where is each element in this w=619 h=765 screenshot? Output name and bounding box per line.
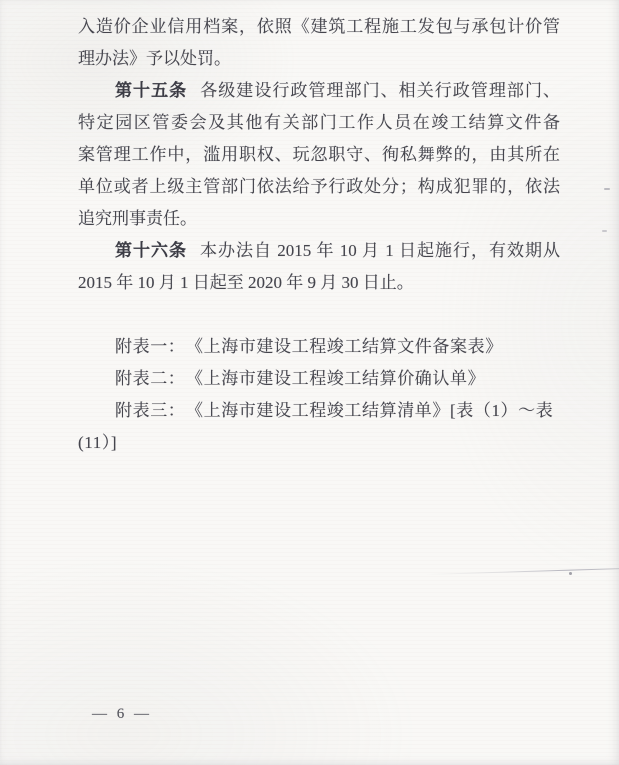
document-body [78, 11, 560, 459]
scan-artifact-scratch-line [425, 568, 619, 575]
appendix-list [78, 331, 560, 459]
article-15-number: 第十五条 [115, 81, 188, 100]
article-16-text: 本办法自 2015 年 10 月 1 日起施行，有效期从 [200, 241, 560, 260]
text-line: 理办法》予以处罚。 [78, 49, 231, 68]
text-line: 入造价企业信用档案，依照《建筑工程施工发包与承包计价管 [78, 17, 560, 36]
paragraph-continuation [78, 11, 560, 75]
page-number: — 6 — [92, 706, 152, 722]
text-line [78, 235, 560, 267]
text-line: 追究刑事责任。 [78, 209, 197, 228]
text-line: 案管理工作中，滥用职权、玩忽职守、徇私舞弊的，由其所在 [78, 145, 560, 164]
appendix-item-3-wrap: (11）] [78, 433, 118, 452]
appendix-item-1: 附表一： 《上海市建设工程竣工结算文件备案表》 [115, 337, 503, 356]
text-line [78, 75, 560, 107]
scan-artifact-speck [604, 188, 610, 190]
article-16 [78, 235, 560, 299]
scan-artifact-speck [602, 230, 607, 232]
article-15 [78, 75, 560, 235]
article-16-number: 第十六条 [115, 241, 187, 260]
text-line: 2015 年 10 月 1 日起至 2020 年 9 月 30 日止。 [78, 273, 414, 292]
text-line: 特定园区管委会及其他有关部门工作人员在竣工结算文件备 [78, 113, 560, 132]
appendix-item-3: 附表三： 《上海市建设工程竣工结算清单》[表（1）～表 [115, 401, 554, 420]
article-15-text: 各级建设行政管理部门、相关行政管理部门、 [200, 81, 561, 100]
appendix-item-2: 附表二： 《上海市建设工程竣工结算价确认单》 [115, 369, 486, 388]
scan-artifact-dot [569, 572, 572, 575]
text-line: 单位或者上级主管部门依法给予行政处分；构成犯罪的，依法 [78, 177, 560, 196]
